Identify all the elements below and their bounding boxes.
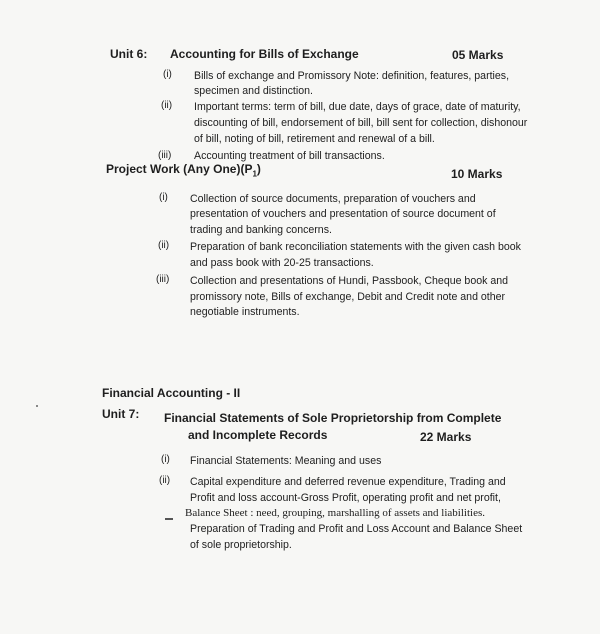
unit6-item3-num: (iii) [158,150,172,161]
project-item2-line2: and pass book with 20-25 transactions. [190,257,374,269]
project-item1-num: (i) [159,192,168,203]
unit7-item2-line1: Capital expenditure and deferred revenue expenditure, Trading and [190,476,506,488]
project-item3-num: (iii) [156,274,170,285]
section-title: Financial Accounting - II [102,386,241,400]
unit6-marks: 05 Marks [452,48,504,62]
unit6-title: Accounting for Bills of Exchange [170,47,359,61]
unit7-title-line2: and Incomplete Records [188,428,328,442]
unit6-item1-line2: specimen and distinction. [194,85,313,97]
unit7-title-line1: Financial Statements of Sole Proprietorship from Complete [164,411,502,425]
unit6-item2-num: (ii) [161,100,173,111]
unit7-item1-num: (i) [161,454,170,465]
project-item1-line2: presentation of vouchers and presentation of source document of [190,208,496,220]
unit7-item2-line2: Profit and loss account-Gross Profit, operating profit and net profit, [190,492,501,504]
scan-speck [36,405,38,407]
unit7-label: Unit 7: [102,407,140,421]
unit6-item2-line1: Important terms: term of bill, due date, days of grace, date of maturity, [194,101,521,113]
unit7-item1-line1: Financial Statements: Meaning and uses [190,455,382,467]
project-item3-line3: negotiable instruments. [190,306,300,318]
project-item2-line1: Preparation of bank reconciliation statements with the given cash book [190,241,521,253]
unit6-item3-line1: Accounting treatment of bill transactions. [194,150,385,162]
project-item1-line3: trading and banking concerns. [190,224,332,236]
project-marks: 10 Marks [451,167,503,181]
unit6-item2-line3: of bill, noting of bill, retirement and renewal of a bill. [194,133,435,145]
unit7-item2-line4: Preparation of Trading and Profit and Loss Account and Balance Sheet [190,523,523,535]
unit7-item2-num: (ii) [159,475,171,486]
project-item1-line1: Collection of source documents, preparation of vouchers and [190,193,476,205]
unit6-item2-line2: discounting of bill, endorsement of bill, bill sent for collection, dishonour [194,117,528,129]
unit7-marks: 22 Marks [420,430,472,444]
unit7-item2-line5: of sole proprietorship. [190,539,292,551]
project-item2-num: (ii) [158,240,170,251]
unit6-item1-num: (i) [163,69,172,80]
project-title: Project Work (Any $One)(P_1)$ [106,162,261,179]
unit6-item1-line1: Bills of exchange and Promissory Note: definition, features, parties, [194,70,510,82]
project-item3-line1: Collection and presentations of Hundi, Passbook, Cheque book and [190,275,509,287]
unit6-label: Unit 6: [110,47,148,61]
scan-mark [165,518,173,520]
unit7-item2-line3: Balance Sheet : need, grouping, marshalling of assets and liabilities. [185,507,485,519]
project-item3-line2: promissory note, Bills of exchange, Debit and Credit note and other [190,291,506,303]
